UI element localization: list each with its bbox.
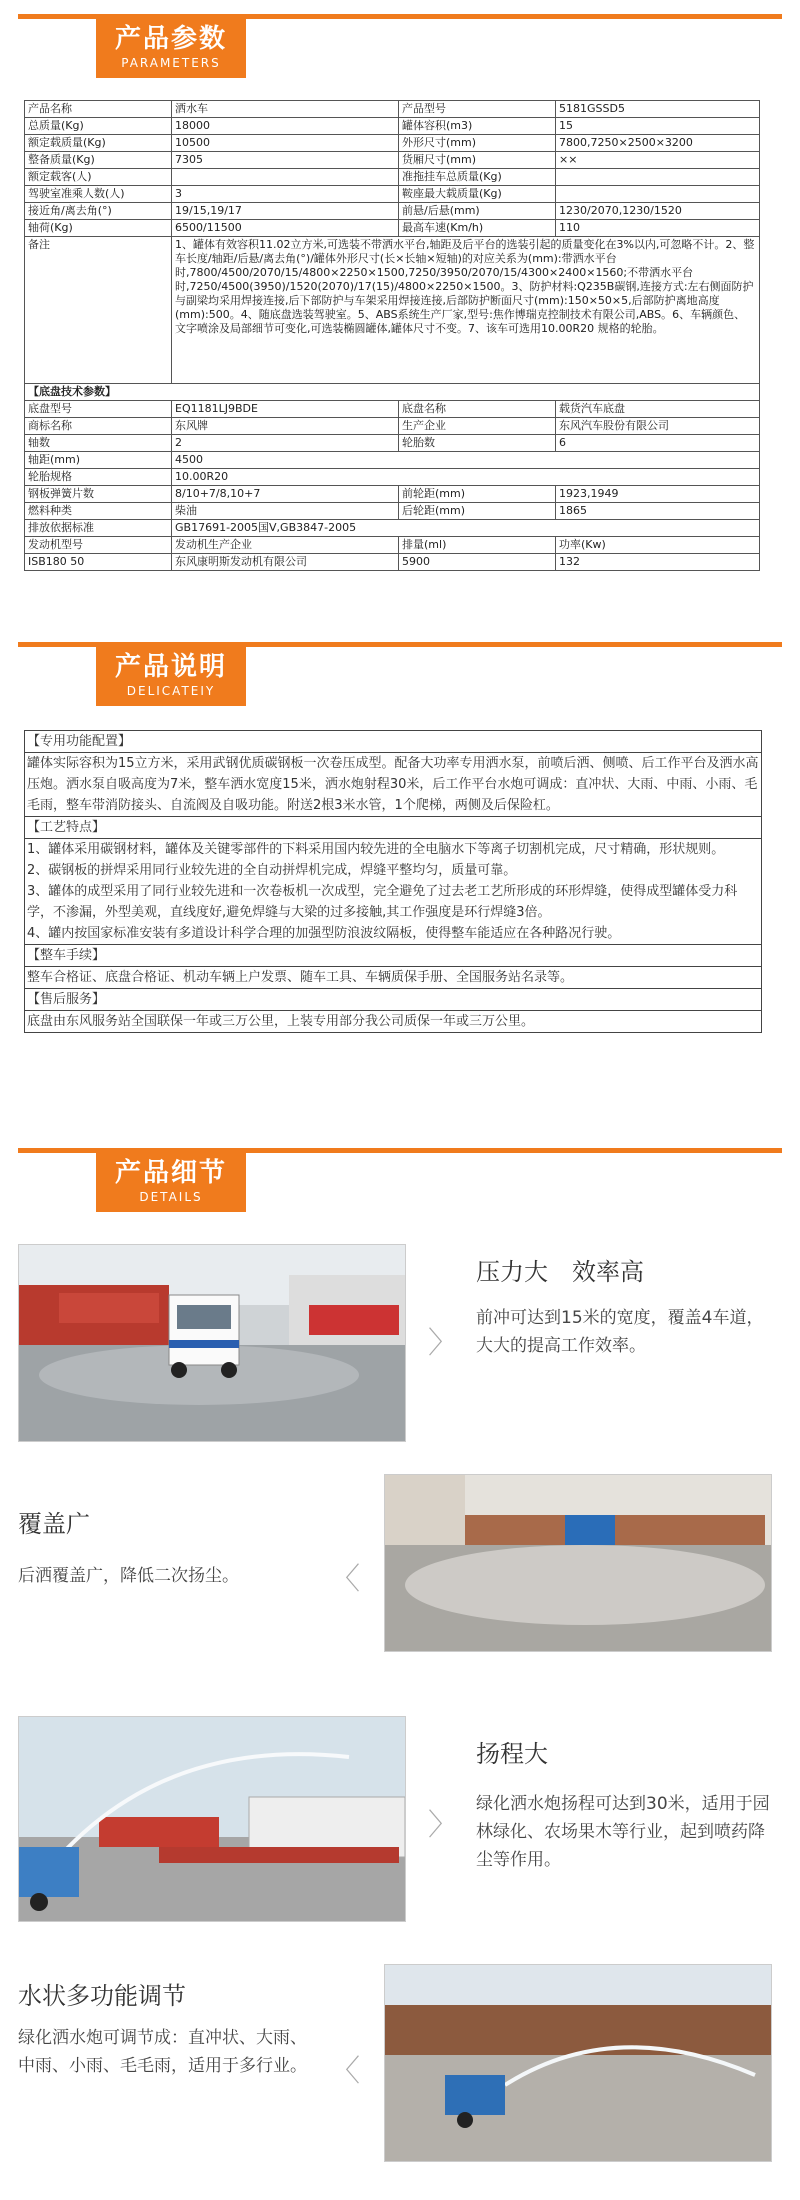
table-subheader: 【底盘技术参数】 <box>25 384 760 401</box>
table-row: 额定载客(人) 准拖挂车总质量(Kg) <box>25 169 760 186</box>
feature-title: 扬程大 <box>476 1740 548 1768</box>
desc-item: 3、罐体的成型采用了同行业较先进和一次卷板机一次成型，完全避免了过去老工艺所形成的环形焊缝，使得成型罐体受力科学，不渗漏，外型美观，直线度好,避免焊缝与大梁的过多接触,其工作强度是环行焊缝3倍。 <box>27 884 738 920</box>
desc-paragraph <box>25 838 761 944</box>
description-box <box>24 730 762 1033</box>
table-row: 轮胎规格 10.00R20 <box>25 469 760 486</box>
section-subtitle: DELICATEIY <box>126 684 216 698</box>
section-subtitle: DETAILS <box>139 1190 203 1204</box>
table-row-remark: 备注 1、罐体有效容积11.02立方米,可选装不带洒水平台,轴距及后平台的选装引起的质量变化在3%以内,可忽略不计。2、整车长度/轴距/后悬/离去角(°)/罐体外形尺寸(长×长轴×短轴)的对应关系为(mm):带洒水平台时,7800/4500/2070/15/4800×2250×1500,7250/3950/2070/15/4300×2400×1560;不带洒水平台时,7250/4500(3950)/1520(2070)/17(15)/4800×2250×1500。3、防护材料:Q235B碳钢,连接方式:左右侧面防护与副梁均采用焊接连接,后下部防护与车架采用焊接连接,后部防护断面尺寸(mm):150×50×5,后部防护离地高度(mm):500。4、随底盘选装驾驶室。5、ABS系统生产厂家,型号:焦作博瑞克控制技术有限公司,ABS。6、车辆颜色、文字喷涂及局部细节可变化,可选装椭圆罐体,罐体尺寸不变。7、该车可选用10.00R20 规格的轮胎。 <box>25 237 760 384</box>
desc-paragraph: 罐体实际容积为15立方米，采用武钢优质碳钢板一次卷压成型。配备大功率专用洒水泵，前喷后洒、侧喷、后工作平台及洒水高压炮。洒水泵自吸高度为7米，整车洒水宽度15米，洒水炮射程30米，后工作平台水炮可调成：直冲状、大雨、中雨、小雨、毛毛雨，整车带消防接头、自流阀及自吸功能。附送2根3米水管，1个爬梯，两侧及后保险杠。 <box>25 752 761 816</box>
parameters-table <box>24 100 760 571</box>
truck-rear-spray-photo <box>384 1474 772 1652</box>
table-row: 接近角/离去角(°) 19/15,19/17 前悬/后悬(mm) 1230/2070,1230/1520 <box>25 203 760 220</box>
chevron-left-icon: 〈 <box>330 1562 360 1597</box>
table-row: 燃料种类 柴油 后轮距(mm) 1865 <box>25 503 760 520</box>
section-title: 产品参数 <box>114 24 227 54</box>
table-row: 轴数 2 轮胎数 6 <box>25 435 760 452</box>
chevron-right-icon: 〉 <box>428 1808 458 1843</box>
table-row: 底盘型号 EQ1181LJ9BDE 底盘名称 载货汽车底盘 <box>25 401 760 418</box>
table-row: 钢板弹簧片数 8/10+7/8,10+7 前轮距(mm) 1923,1949 <box>25 486 760 503</box>
desc-title: 【工艺特点】 <box>25 816 761 838</box>
desc-item: 4、罐内按国家标准安装有多道设计科学合理的加强型防浪波纹隔板，使得整车能适应在各种路况行驶。 <box>27 926 621 941</box>
table-row: 驾驶室准乘人数(人) 3 鞍座最大载质量(Kg) <box>25 186 760 203</box>
desc-item: 1、罐体采用碳钢材料，罐体及关键零部件的下料采用国内较先进的全电脑水下等离子切割机完成，尺寸精确，形状规则。 <box>27 842 725 857</box>
table-row: ISB180 50 东风康明斯发动机有限公司 5900 132 <box>25 554 760 571</box>
table-row: 轴荷(Kg) 6500/11500 最高车速(Km/h) 110 <box>25 220 760 237</box>
table-row: 商标名称 东风牌 生产企业 东风汽车股份有限公司 <box>25 418 760 435</box>
section-header-desc <box>96 646 246 706</box>
table-row: 产品名称 洒水车 产品型号 5181GSSD5 <box>25 101 760 118</box>
section-header-params <box>96 18 246 78</box>
section-title: 产品细节 <box>114 1158 227 1188</box>
feature-text: 前冲可达到15米的宽度，覆盖4车道，大大的提高工作效率。 <box>476 1308 764 1356</box>
section-title: 产品说明 <box>114 652 227 682</box>
feature-text: 绿化洒水炮可调节成：直冲状、大雨、中雨、小雨、毛毛雨，适用于多行业。 <box>18 2028 307 2076</box>
feature-text: 绿化洒水炮扬程可达到30米，适用于园林绿化、农场果木等行业，起到喷药降尘等作用。 <box>476 1794 770 1870</box>
desc-paragraph: 整车合格证、底盘合格证、机动车辆上户发票、随车工具、车辆质保手册、全国服务站名录等。 <box>25 966 761 988</box>
truck-front-spray-photo <box>18 1244 406 1442</box>
desc-title: 【专用功能配置】 <box>27 734 132 749</box>
chevron-left-icon: 〈 <box>330 2054 360 2089</box>
desc-item: 2、碳钢板的拼焊采用同行业较先进的全自动拼焊机完成，焊缝平整均匀，质量可靠。 <box>27 863 517 878</box>
feature-title: 覆盖广 <box>18 1510 90 1538</box>
table-row: 总质量(Kg) 18000 罐体容积(m3) 15 <box>25 118 760 135</box>
feature-title: 水状多功能调节 <box>18 1982 186 2010</box>
desc-title: 【整车手续】 <box>25 944 761 966</box>
water-cannon-photo <box>18 1716 406 1922</box>
section-header-details <box>96 1152 246 1212</box>
table-row: 额定载质量(Kg) 10500 外形尺寸(mm) 7800,7250×2500×3200 <box>25 135 760 152</box>
feature-text: 后洒覆盖广，降低二次扬尘。 <box>18 1566 239 1586</box>
table-row: 整备质量(Kg) 7305 货厢尺寸(mm) ×× <box>25 152 760 169</box>
table-row: 排放依据标准 GB17691-2005国V,GB3847-2005 <box>25 520 760 537</box>
chevron-right-icon: 〉 <box>428 1326 458 1361</box>
feature-title: 压力大 效率高 <box>476 1258 644 1286</box>
section-subtitle: PARAMETERS <box>121 56 221 70</box>
water-cannon-adjust-photo <box>384 1964 772 2162</box>
table-row: 发动机型号 发动机生产企业 排量(ml) 功率(Kw) <box>25 537 760 554</box>
desc-paragraph: 底盘由东风服务站全国联保一年或三万公里，上装专用部分我公司质保一年或三万公里。 <box>25 1010 761 1032</box>
desc-title: 【售后服务】 <box>25 988 761 1010</box>
remark-text: 1、罐体有效容积11.02立方米,可选装不带洒水平台,轴距及后平台的选装引起的质量变化在3%以内,可忽略不计。2、整车长度/轴距/后悬/离去角(°)/罐体外形尺寸(长×长轴×短轴)的对应关系为(mm):带洒水平台时,7800/4500/2070/15/4800×2250×1500,7250/3950/2070/15/4300×2400×1560;不带洒水平台时,7250/4500(3950)/1520(2070)/17(15)/4800×2250×1500。3、防护材料:Q235B碳钢,连接方式:左右侧面防护与副梁均采用焊接连接,后下部防护与车架采用焊接连接,后部防护断面尺寸(mm):150×50×5,后部防护离地高度(mm):500。4、随底盘选装驾驶室。5、ABS系统生产厂家,型号:焦作博瑞克控制技术有限公司,ABS。6、车辆颜色、文字喷涂及局部细节可变化,可选装椭圆罐体,罐体尺寸不变。7、该车可选用10.00R20 规格的轮胎。 <box>172 237 760 384</box>
table-row: 轴距(mm) 4500 <box>25 452 760 469</box>
